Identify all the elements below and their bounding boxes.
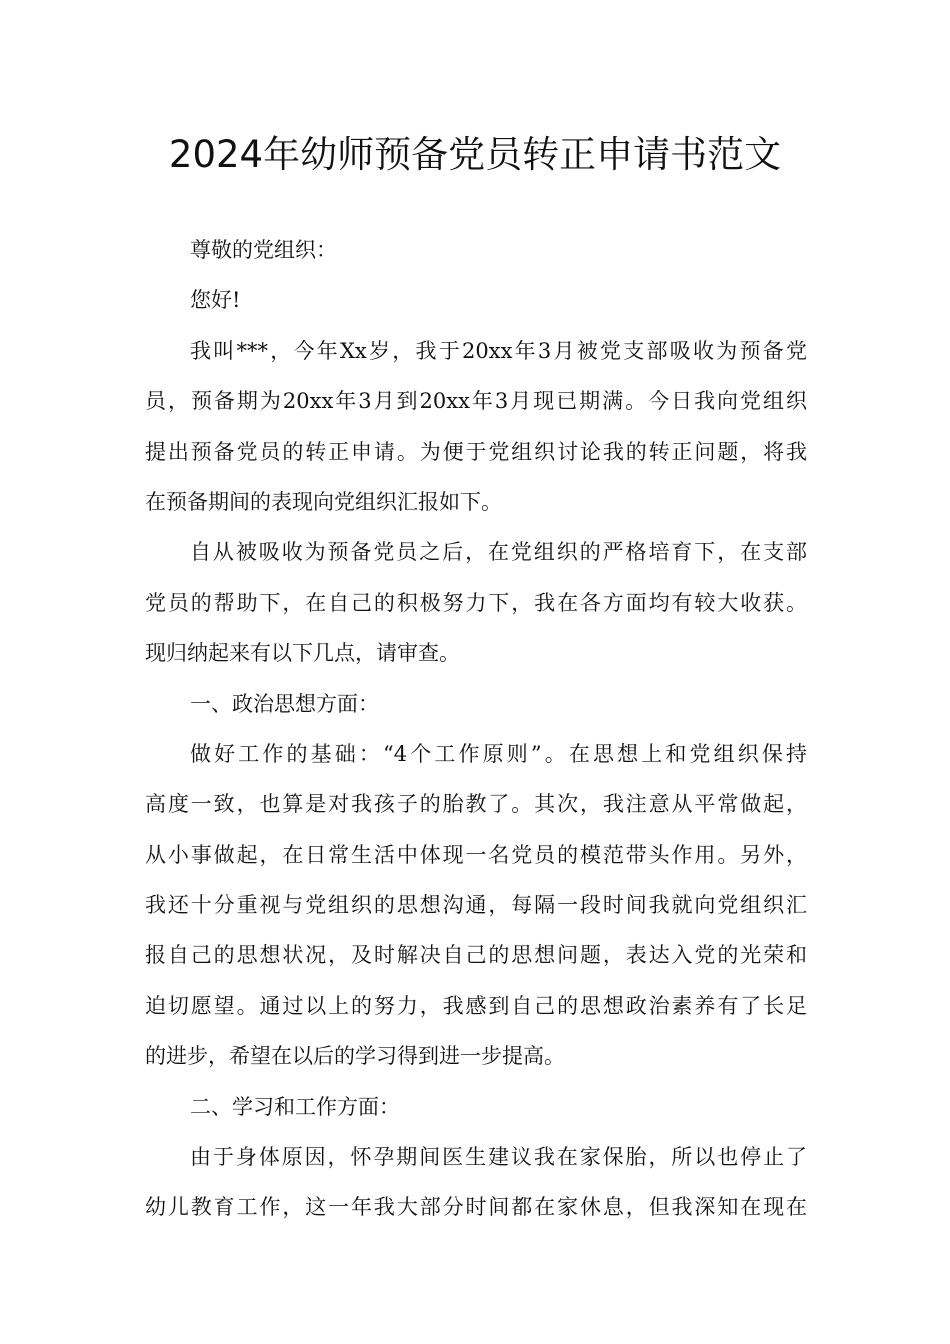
text-line: 幼儿教育工作，这一年我大部分时间都在家休息，但我深知在现在 <box>145 1195 807 1220</box>
text-line: 的进步，希望在以后的学习得到进一步提高。 <box>145 1044 565 1069</box>
text-line: 在预备期间的表现向党组织汇报如下。 <box>145 489 502 514</box>
text-line: 您好! <box>190 288 241 313</box>
text-line: 提出预备党员的转正申请。为便于党组织讨论我的转正问题，将我 <box>145 439 807 464</box>
text-line: 员，预备期为20xx年3月到20xx年3月现已期满。今日我向党组织 <box>145 389 807 414</box>
text-line: 高度一致，也算是对我孩子的胎教了。其次，我注意从平常做起， <box>145 792 807 817</box>
text-line: 现归纳起来有以下几点，请审查。 <box>145 641 460 666</box>
text-line: 尊敬的党组织： <box>190 238 337 262</box>
text-line: 党员的帮助下，在自己的积极努力下，我在各方面均有较大收获。 <box>145 590 807 615</box>
text-line: 我还十分重视与党组织的思想沟通，每隔一段时间我就向党组织汇 <box>145 893 807 918</box>
text-line: 一、政治思想方面： <box>190 691 379 716</box>
document-body <box>145 225 807 1233</box>
text-line: 从小事做起，在日常生活中体现一名党员的模范带头作用。另外， <box>145 842 807 867</box>
text-line: 迫切愿望。通过以上的努力，我感到自己的思想政治素养有了长足 <box>145 993 807 1018</box>
text-line: 做好工作的基础：“4个工作原则”。在思想上和党组织保持 <box>190 741 807 766</box>
document-title: 2024年幼师预备党员转正申请书范文 <box>168 133 782 176</box>
text-line: 我叫***，今年Xx岁，我于20xx年3月被党支部吸收为预备党 <box>190 338 807 363</box>
text-line: 二、学习和工作方面： <box>190 1094 400 1119</box>
text-line: 自从被吸收为预备党员之后，在党组织的严格培育下，在支部 <box>190 540 807 565</box>
text-line: 报自己的思想状况，及时解决自己的思想问题，表达入党的光荣和 <box>145 943 807 968</box>
text-line: 由于身体原因，怀孕期间医生建议我在家保胎，所以也停止了 <box>190 1145 807 1170</box>
